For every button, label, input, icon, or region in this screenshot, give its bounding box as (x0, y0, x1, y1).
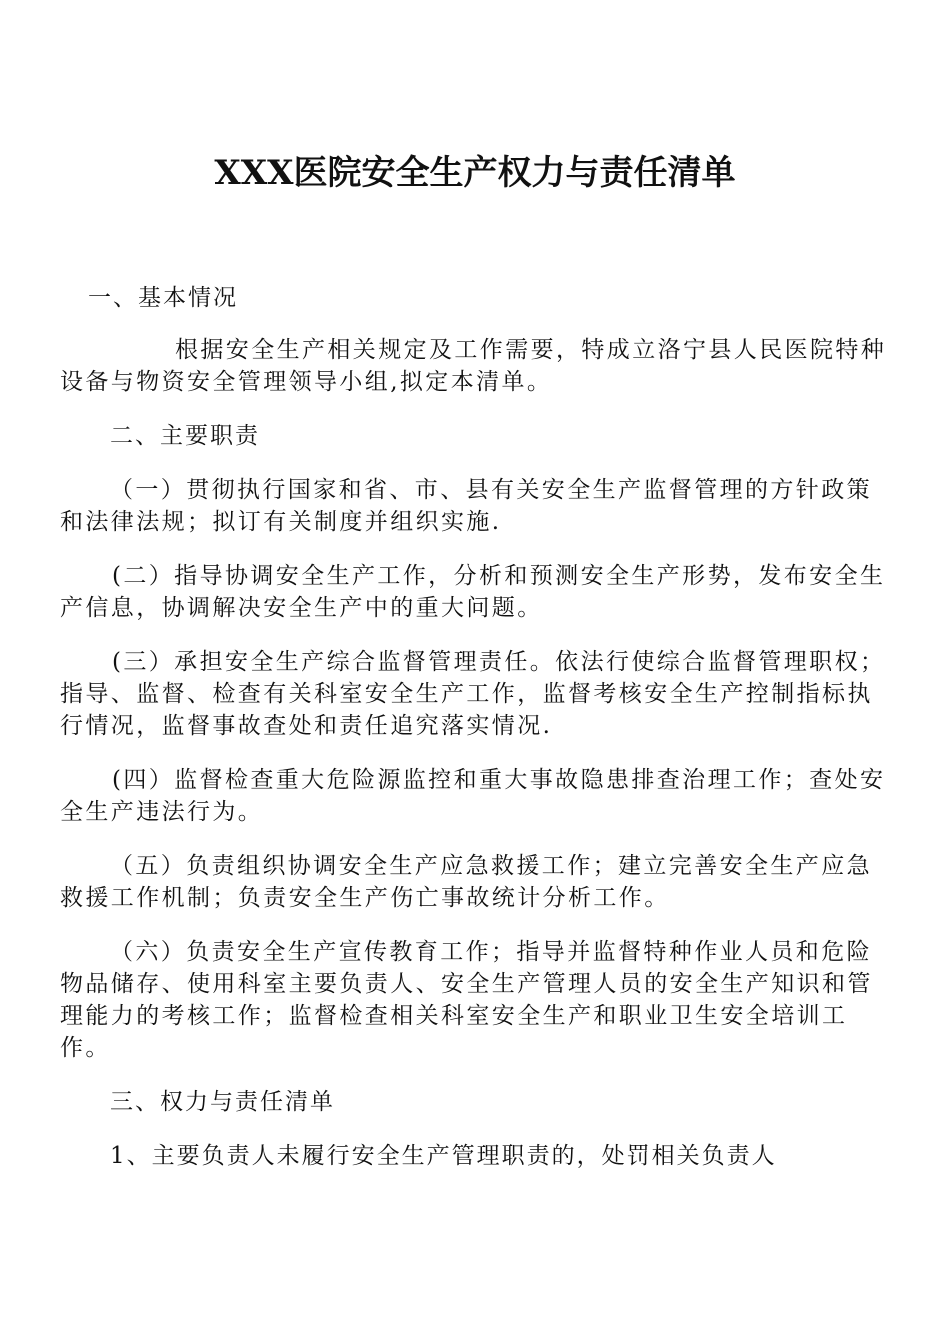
paragraph-line: （一）贯彻执行国家和省、市、县有关安全生产监督管理的方针政策 (110, 477, 872, 503)
paragraph-line: (三）承担安全生产综合监督管理责任。依法行使综合监督管理职权； (112, 649, 886, 675)
paragraph-duty-1 (60, 474, 890, 538)
paragraph-line: 救援工作机制；负责安全生产伤亡事故统计分析工作。 (60, 885, 670, 911)
paragraph-duty-5 (60, 850, 890, 914)
paragraph-line: 理能力的考核工作；监督检查相关科室安全生产和职业卫生安全培训工 (60, 1003, 848, 1029)
paragraph-basic-info (60, 334, 890, 398)
paragraph-line: 产信息，协调解决安全生产中的重大问题。 (60, 595, 543, 621)
paragraph-line: 和法律法规；拟订有关制度并组织实施. (60, 509, 502, 535)
paragraph-line: (二）指导协调安全生产工作，分析和预测安全生产形势，发布安全生 (112, 563, 886, 589)
paragraph-line: （六）负责安全生产宣传教育工作；指导并监督特种作业人员和危险 (110, 939, 872, 965)
paragraph-line: 行情况，监督事故查处和责任追究落实情况. (60, 713, 553, 739)
section-heading-power-responsibility: 三、权力与责任清单 (110, 1089, 335, 1115)
section-heading-basic-info: 一、基本情况 (88, 285, 238, 311)
paragraph-line: （五）负责组织协调安全生产应急救援工作；建立完善安全生产应急 (110, 853, 872, 879)
paragraph-duty-3 (60, 646, 890, 742)
paragraph-line: 物品储存、使用科室主要负责人、安全生产管理人员的安全生产知识和管 (60, 971, 873, 997)
paragraph-duty-6 (60, 936, 890, 1064)
paragraph-line: 全生产违法行为。 (60, 799, 264, 825)
paragraph-duty-2 (60, 560, 890, 624)
paragraph-line: 作。 (60, 1035, 111, 1061)
section-heading-main-duties: 二、主要职责 (110, 423, 260, 449)
list-item-responsibility-1: 1、主要负责人未履行安全生产管理职责的，处罚相关负责人 (110, 1143, 777, 1169)
paragraph-line: 设备与物资安全管理领导小组,拟定本清单。 (60, 369, 553, 395)
paragraph-duty-4 (60, 764, 890, 828)
document-title: XXX医院安全生产权力与责任清单 (214, 153, 736, 193)
paragraph-line: 根据安全生产相关规定及工作需要，特成立洛宁县人民医院特种 (175, 337, 887, 363)
paragraph-line: 指导、监督、检查有关科室安全生产工作，监督考核安全生产控制指标执 (60, 681, 873, 707)
paragraph-line: (四）监督检查重大危险源监控和重大事故隐患排查治理工作；查处安 (112, 767, 886, 793)
